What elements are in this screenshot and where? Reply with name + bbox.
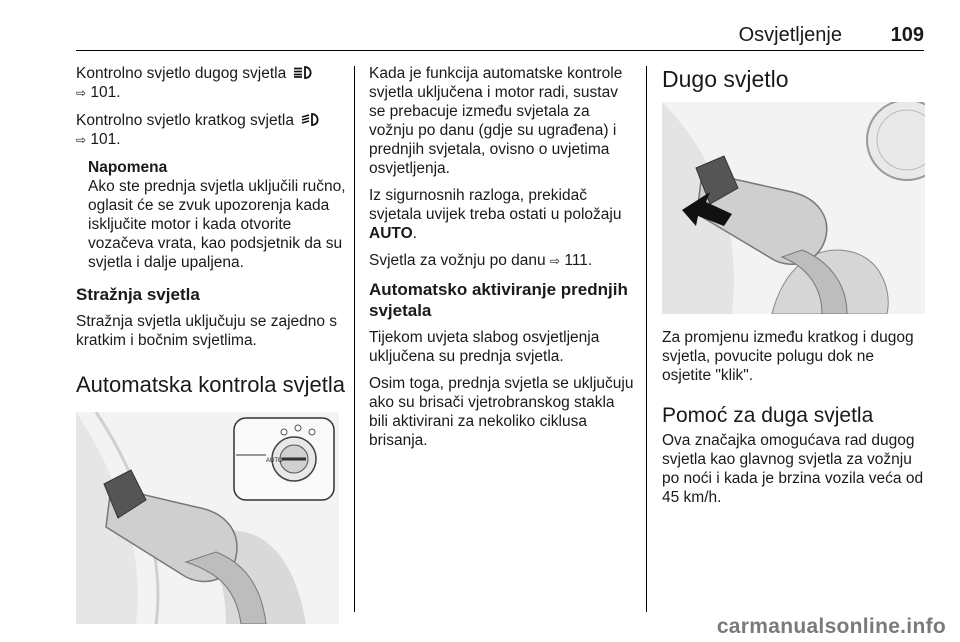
rear-lights-heading: Stražnja svjetla: [76, 285, 200, 304]
header-rule: [76, 50, 924, 51]
column-1: [76, 64, 346, 624]
auto-headlight-activation-heading: Automatsko aktiviranje prednjih svjetala: [369, 280, 628, 320]
light-switch-illustration: [76, 412, 339, 624]
auto-light-control-heading: Automatska kontrola svjetla: [76, 372, 346, 397]
reference-arrow-icon: ⇨: [76, 133, 87, 147]
high-beam-indicator-paragraph: Kontrolno svjetlo dugog svjetla ⇨ 101.: [76, 64, 346, 103]
low-beam-icon: [298, 113, 322, 126]
page-number: 109: [890, 24, 924, 46]
high-beam-icon: [291, 66, 315, 79]
auto-control-description: Kada je funkcija automatske kontrole svjetla uključena i motor radi, sustav se prebacuje između svjetala za vožnju po danu (gdje su ugrađena) i prednjih svjetala, ovisno o uvjetima osvjetljenja.: [369, 65, 623, 177]
watermark: carmanualsonline.info: [716, 615, 946, 638]
note-text: Ako ste prednja svjetla uključili ručno, oglasit će se zvuk upozorenja kada isključite motor i kada otvorite vozačeva vrata, kao podsjetnik da su svjetla i dalje upaljena.: [88, 178, 346, 271]
safety-paragraph: Iz sigurnosnih razloga, prekidač svjetala uvijek treba ostati u položaju AUTO.: [369, 187, 622, 242]
switch-auto-label: AUTO: [266, 458, 283, 464]
column-3: [662, 64, 927, 515]
low-light-paragraph: Tijekom uvjeta slabog osvjetljenja uključena su prednja svjetla.: [369, 329, 600, 365]
page-header-title: Osvjetljenje: [738, 24, 842, 46]
page-reference-link[interactable]: 101.: [90, 84, 121, 101]
reference-arrow-icon: ⇨: [76, 86, 87, 100]
page-reference-link[interactable]: 111.: [564, 252, 593, 269]
note-box: [76, 158, 346, 272]
daytime-running-lights-paragraph: Svjetla za vožnju po danu ⇨ 111.: [369, 252, 593, 269]
column-2: [369, 64, 637, 458]
high-beam-instructions: Za promjenu između kratkog i dugog svjetla, povucite polugu dok ne osjetite "klik".: [662, 329, 914, 384]
high-beam-assist-heading: Pomoć za duga svjetla: [662, 404, 874, 427]
column-divider-2: [646, 66, 647, 612]
reference-arrow-icon: ⇨: [549, 254, 561, 268]
high-beam-assist-text: Ova značajka omogućava rad dugog svjetla kao glavnog svjetla za vožnju po noći i kada je brzina vozila veća od 45 km/h.: [662, 432, 924, 506]
auto-position-label: AUTO: [369, 225, 413, 242]
note-title: Napomena: [88, 159, 168, 176]
wiper-activation-paragraph: Osim toga, prednja svjetla se uključuju ako su brisači vjetrobranskog stakla bili aktivirani za nekoliko ciklusa brisanja.: [369, 375, 634, 449]
low-beam-indicator-paragraph: Kontrolno svjetlo kratkog svjetla ⇨ 101.: [76, 111, 346, 150]
high-beam-heading: Dugo svjetlo: [662, 66, 789, 92]
high-beam-lever-illustration: [662, 102, 925, 314]
column-divider-1: [354, 66, 355, 612]
page-reference-link[interactable]: 101.: [90, 131, 121, 148]
rear-lights-text: Stražnja svjetla uključuju se zajedno s kratkim i bočnim svjetlima.: [76, 313, 338, 349]
